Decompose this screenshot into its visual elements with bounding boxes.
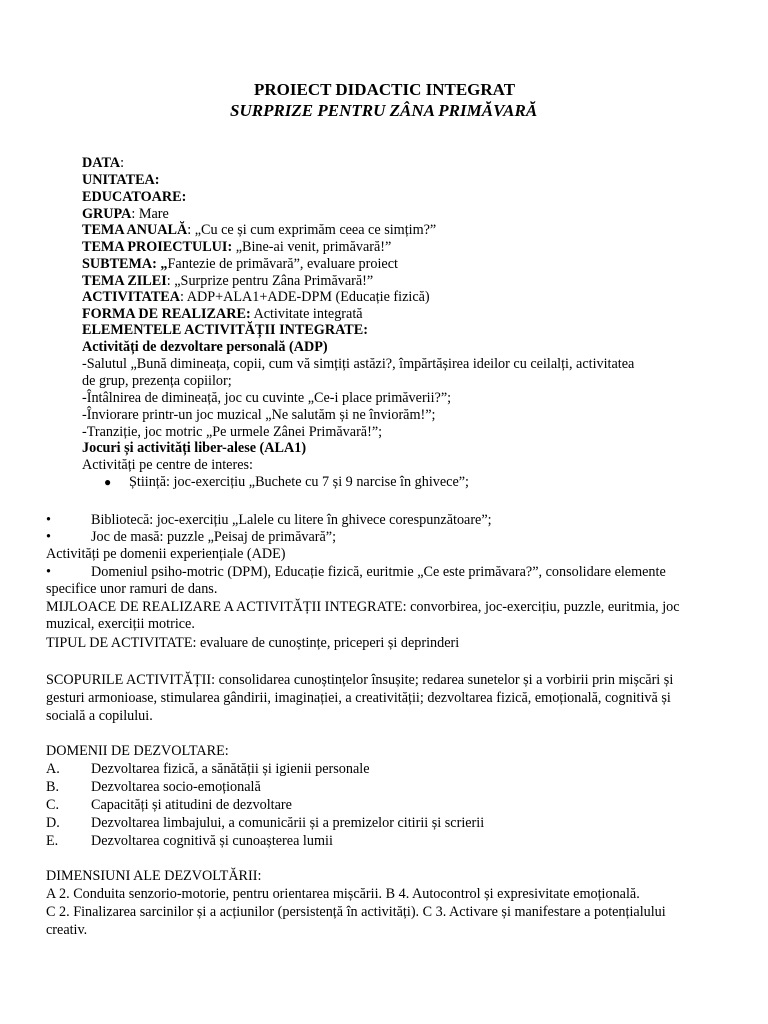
ade-item-dpm: Domeniul psiho-motric (DPM), Educație fizică, euritmie „Ce este primăvara?”, consolidare elemente	[91, 564, 666, 580]
domenii-letter: E.	[46, 833, 59, 849]
bullet-icon: ●	[104, 475, 112, 489]
domenii-item: Dezvoltarea cognitivă și cunoașterea lumii	[91, 833, 333, 849]
domenii-letter: D.	[46, 815, 60, 831]
field-forma-de-realizare: FORMA DE REALIZARE: Activitate integrată	[82, 306, 363, 322]
ala-bullet-stiinta: Știință: joc-exercițiu „Buchete cu 7 și 9 narcise în ghivece”;	[129, 474, 469, 490]
domenii-item: Dezvoltarea limbajului, a comunicării și a premizelor citirii și scrierii	[91, 815, 485, 831]
field-subtema: SUBTEMA: „Fantezie de primăvară”, evaluare proiect	[82, 256, 398, 272]
field-tema-anuala: TEMA ANUALĂ: „Cu ce și cum exprimăm ceea ce simțim?”	[82, 222, 437, 238]
mijloace-line: MIJLOACE DE REALIZARE A ACTIVITĂȚII INTEGRATE: convorbirea, joc-exercițiu, puzzle, euritmia, joc	[46, 599, 680, 615]
dimensiuni-line: A 2. Conduita senzorio-motorie, pentru orientarea mișcării. B 4. Autocontrol și expresivitate emoțională.	[46, 886, 640, 902]
ala-item-marker: •	[46, 512, 51, 528]
adp-line: de grup, prezența copiilor;	[82, 373, 232, 389]
ala-heading: Jocuri și activități liber-alese (ALA1)	[82, 440, 307, 456]
domenii-letter: C.	[46, 797, 60, 813]
ade-heading: Activități pe domenii experiențiale (ADE)	[46, 546, 286, 562]
field-unitatea: UNITATEA:	[82, 172, 160, 188]
field-tema-zilei: TEMA ZILEI: „Surprize pentru Zâna Primăvară!”	[82, 273, 374, 289]
domenii-letter: A.	[46, 761, 60, 777]
adp-line: -Salutul „Bună dimineața, copii, cum vă simțiți astăzi?, împărtășirea ideilor cu ceilalți, activitatea	[82, 356, 635, 372]
field-tema-proiectului: TEMA PROIECTULUI: „Bine-ai venit, primăvară!”	[82, 239, 392, 255]
ade-item-cont: specifice unor ramuri de dans.	[46, 581, 218, 597]
mijloace-line: muzical, exerciții motrice.	[46, 616, 195, 632]
field-data: DATA:	[82, 155, 125, 171]
scopurile-line: socială a copilului.	[46, 708, 153, 724]
ala-item-biblioteca: Bibliotecă: joc-exercițiu „Lalele cu litere în ghivece corespunzătoare”;	[91, 512, 492, 528]
adp-line: -Înviorare printr-un joc muzical „Ne salutăm și ne înviorăm!”;	[82, 407, 436, 423]
domenii-heading: DOMENII DE DEZVOLTARE:	[46, 743, 229, 759]
field-activitatea: ACTIVITATEA: ADP+ALA1+ADE-DPM (Educație fizică)	[82, 289, 430, 305]
document-title: PROIECT DIDACTIC INTEGRAT	[254, 80, 516, 99]
scopurile-line: gesturi armonioase, stimularea gândirii, imaginației, a creativității; dezvoltarea fizică, emoțională, cognitivă și	[46, 690, 671, 706]
domenii-item: Dezvoltarea fizică, a sănătății și igienii personale	[91, 761, 370, 777]
document-subtitle: SURPRIZE PENTRU ZÂNA PRIMĂVARĂ	[230, 101, 538, 120]
dimensiuni-line: C 2. Finalizarea sarcinilor și a acțiunilor (persistență în activități). C 3. Activare și manifestare a potențialului	[46, 904, 666, 920]
dimensiuni-heading: DIMENSIUNI ALE DEZVOLTĂRII:	[46, 868, 262, 884]
adp-heading: Activități de dezvoltare personală (ADP)	[82, 339, 328, 355]
adp-line: -Tranziție, joc motric „Pe urmele Zânei Primăvară!”;	[82, 424, 383, 440]
ade-item-marker: •	[46, 564, 51, 580]
adp-line: -Întâlnirea de dimineață, joc cu cuvinte „Ce-i place primăverii?”;	[82, 390, 452, 406]
field-elementele: ELEMENTELE ACTIVITĂȚII INTEGRATE:	[82, 322, 368, 338]
ala-item-joc-de-masa: Joc de masă: puzzle „Peisaj de primăvară”;	[91, 529, 337, 545]
scopurile-line: SCOPURILE ACTIVITĂȚII: consolidarea cunoștințelor însușite; redarea sunetelor și a vorbirii prin mișcări și	[46, 672, 674, 688]
ala-intro: Activități pe centre de interes:	[82, 457, 253, 473]
domenii-item: Capacități și atitudini de dezvoltare	[91, 797, 292, 813]
field-grupa: GRUPA: Mare	[82, 206, 169, 222]
domenii-item: Dezvoltarea socio-emoțională	[91, 779, 261, 795]
field-educatoare: EDUCATOARE:	[82, 189, 187, 205]
ala-item-marker: •	[46, 529, 51, 545]
tipul-activitate: TIPUL DE ACTIVITATE: evaluare de cunoștințe, priceperi și deprinderi	[46, 635, 460, 651]
domenii-letter: B.	[46, 779, 60, 795]
dimensiuni-line: creativ.	[46, 922, 88, 938]
